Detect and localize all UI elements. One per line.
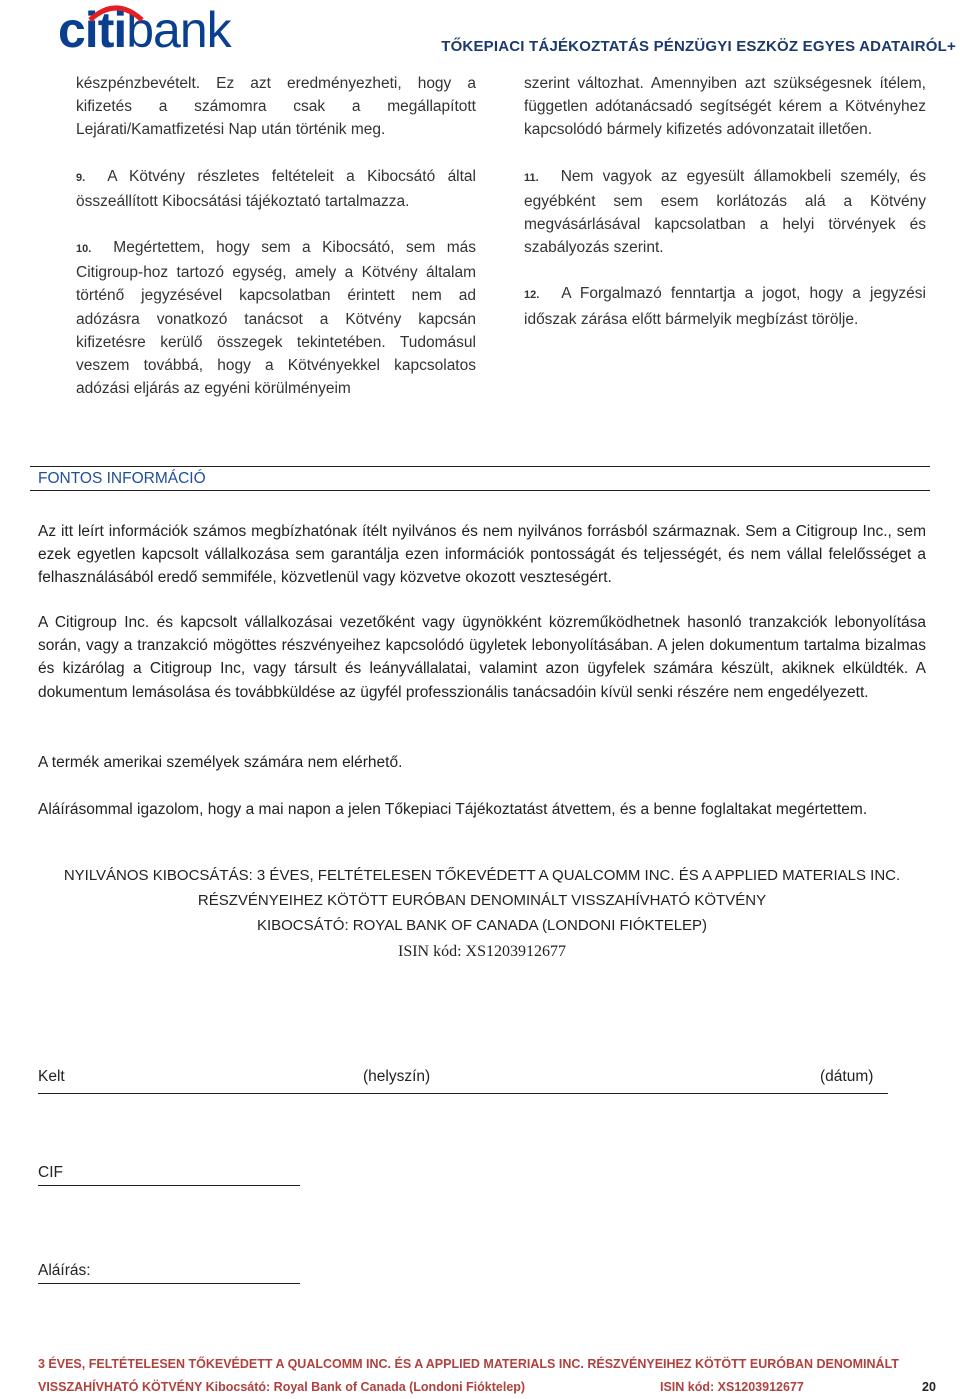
item-text: Nem vagyok az egyesült államokbeli személy, és egyébként sem esem korlátozás alá a Kötvény megvásárlásával kapcsolatban a helyi törvények és szabályozás szerint. <box>524 167 926 257</box>
right-paragraph-1: szerint változhat. Amennyiben azt szükségesnek ítélem, független adótanácsadó segítségét kérem a Kötvényhez kapcsolódó bármely kifizetés adóvonzatait illetően. <box>524 75 926 139</box>
important-paragraph-4: Aláírásommal igazolom, hogy a mai napon a jelen Tőkepiaci Tájékoztatást átvettem, és a benne foglaltakat megértettem. <box>38 801 868 818</box>
issuance-line-3: KIBOCSÁTÓ: ROYAL BANK OF CANADA (LONDONI FIÓKTELEP) <box>256 917 708 934</box>
left-paragraph-9 <box>76 165 476 213</box>
signature-label: Aláírás: <box>38 1262 91 1279</box>
section-divider-bottom <box>30 490 930 491</box>
issuance-isin: ISIN kód: XS1203912677 <box>397 943 566 960</box>
footer-line-1: 3 ÉVES, FELTÉTELESEN TŐKEVÉDETT A QUALCOMM INC. ÉS A APPLIED MATERIALS INC. RÉSZVÉNYEIHEZ KÖTÖTT EURÓBAN DENOMINÁLT <box>38 1357 899 1371</box>
item-text: A Kötvény részletes feltételeit a Kibocsátó által összeállított Kibocsátási tájékoztató tartalmazza. <box>76 167 476 210</box>
document-header-title: TŐKEPIACI TÁJÉKOZTATÁS PÉNZÜGYI ESZKÖZ EGYES ADATAIRÓL+ <box>441 38 956 55</box>
place-label: (helyszín) <box>363 1068 431 1085</box>
section-title: FONTOS INFORMÁCIÓ <box>38 470 206 487</box>
issuance-line-2: RÉSZVÉNYEIHEZ KÖTÖTT EURÓBAN DENOMINÁLT VISSZAHÍVHATÓ KÖTVÉNY <box>197 892 767 909</box>
left-paragraph-10 <box>76 236 476 400</box>
date-label: (dátum) <box>820 1068 874 1085</box>
footer-isin: ISIN kód: XS1203912677 <box>660 1380 804 1394</box>
cif-label: CIF <box>38 1164 63 1181</box>
kelt-label: Kelt <box>38 1068 65 1085</box>
footer-line-2 <box>38 1380 938 1394</box>
right-column <box>524 72 926 354</box>
important-paragraph-3: A termék amerikai személyek számára nem elérhető. <box>38 754 403 771</box>
right-paragraph-12 <box>524 282 926 330</box>
page-number: 20 <box>922 1380 936 1394</box>
left-paragraph-1: készpénzbevételt. Ez azt eredményezheti, hogy a kifizetés a számomra csak a megállapított Lejárati/Kamatfizetési Nap után történik meg. <box>76 75 476 139</box>
issuance-line-1: NYILVÁNOS KIBOCSÁTÁS: 3 ÉVES, FELTÉTELESEN TŐKEVÉDETT A QUALCOMM INC. ÉS A APPLIED MATERIALS INC. <box>63 867 901 884</box>
important-paragraph-2: A Citigroup Inc. és kapcsolt vállalkozásai vezetőként vagy ügynökként közreműködhetnek hasonló tranzakciók lebonyolítása során, vagy a tranzakció mögöttes részvényeihez kapcsolódó ügyletek lebonyolításában. A jelen dokumentum tartalma bizalmas és kizárólag a Citigroup Inc, vagy társult és leányvállalatai, valamint azon ügyfelek számára készült, akiknek elküldték. A dokumentum lemásolása és továbbküldése az ügyfél professzionális tanácsadóin kívül senki részére nem engedélyezett. <box>38 614 926 701</box>
citibank-logo <box>58 2 278 58</box>
signature-field[interactable] <box>38 1262 300 1284</box>
item-text: A Forgalmazó fenntartja a jogot, hogy a jegyzési időszak zárása előtt bármelyik megbízást törölje. <box>524 285 926 328</box>
left-column <box>76 72 476 423</box>
item-number: 12. <box>524 289 540 302</box>
logo-citi: citi <box>58 2 127 58</box>
footer-issuer: VISSZAHÍVHATÓ KÖTVÉNY Kibocsátó: Royal Bank of Canada (Londoni Fióktelep) <box>38 1380 526 1394</box>
item-number: 9. <box>76 171 86 184</box>
item-number: 11. <box>524 171 539 184</box>
logo-arc-icon <box>86 0 146 22</box>
right-paragraph-11 <box>524 165 926 260</box>
item-number: 10. <box>76 243 92 256</box>
date-place-field[interactable] <box>38 1068 888 1094</box>
cif-field[interactable] <box>38 1164 300 1186</box>
important-paragraph-1: Az itt leírt információk számos megbízhatónak ítélt nyilvános és nem nyilvános forrásból származnak. Sem a Citigroup Inc., sem ezek egyetlen kapcsolt vállalkozása sem garantálja ezen információk pontosságát és teljességét, és nem vállal felelősséget a felhasználásából eredő semmiféle, közvetlenül vagy közvetve okozott veszteségért. <box>38 523 926 587</box>
section-divider-top <box>30 466 930 467</box>
logo-bank: bank <box>126 2 231 58</box>
item-text: Megértettem, hogy sem a Kibocsátó, sem más Citigroup-hoz tartozó egység, amely a Kötvény általam történő jegyzésével kapcsolatban érintett nem ad adózásra vonatkozó tanácsot a Kötvény kapcsán kifizetésre kerülő összegek tekintetében. Tudomásul veszem továbbá, hogy a Kötvényekkel kapcsolatos adózási eljárás az egyéni körülményeim <box>76 239 476 398</box>
